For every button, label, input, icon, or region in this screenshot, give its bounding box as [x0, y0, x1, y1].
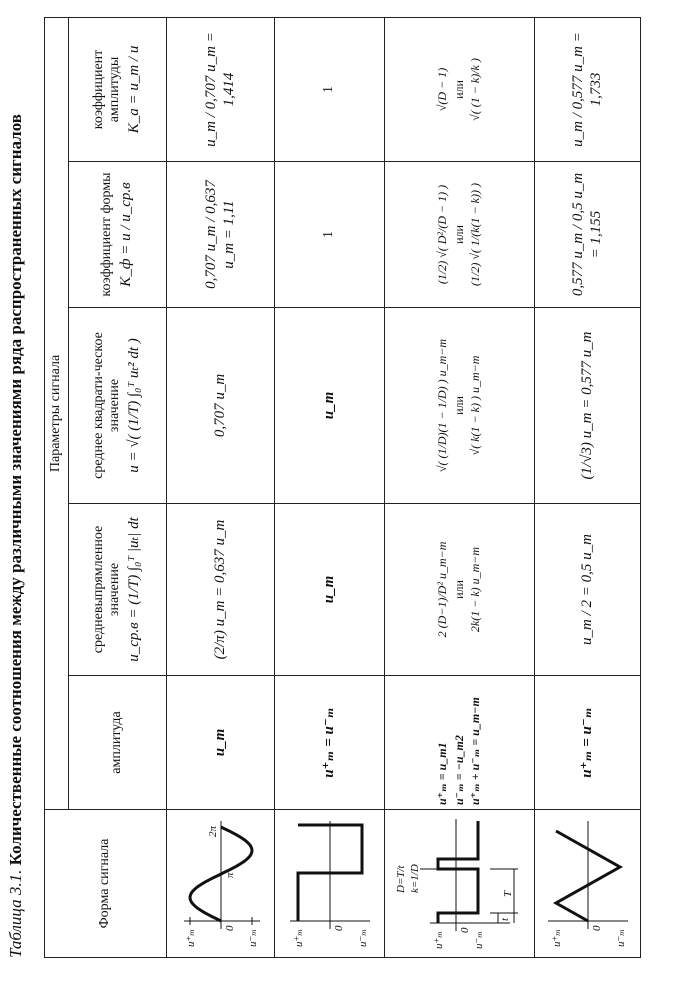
header-form-factor-label: коэффициент формы	[99, 172, 115, 297]
signal-table	[44, 17, 641, 958]
wave-triangle-cell	[535, 810, 641, 958]
form-factor-value: 0,707 u_m / 0,637 u_m = 1,11	[203, 180, 237, 289]
triangle-wave-diagram	[542, 816, 634, 952]
rms-value: 0,707 u_m	[211, 373, 228, 438]
wave-label-zero: 0	[458, 927, 471, 933]
form-factor-value: (1/2) √( 1/(k(1 − k)) )	[468, 183, 483, 286]
rms-or: или	[451, 396, 466, 415]
amp-factor-value: u_m / 0,577 u_m = 1,733	[570, 32, 604, 147]
rms-value: (1/√3) u_m = 0,577 u_m	[578, 331, 595, 480]
table-caption	[6, 18, 26, 958]
wave-label-zero: 0	[223, 926, 236, 932]
caption-label: Таблица 3.1.	[6, 869, 25, 958]
header-amp-factor	[69, 17, 167, 161]
header-rms	[69, 308, 167, 504]
form-factor-cell	[275, 162, 385, 308]
rms-cell	[385, 308, 535, 504]
amplitude-cell	[385, 676, 535, 810]
header-form-factor	[69, 162, 167, 308]
amp-factor-or: или	[451, 80, 466, 99]
amp-factor-cell	[535, 17, 641, 161]
caption-text: Количественные соотношения между различными значениями ряда распространенных сигналов	[6, 114, 25, 866]
wave-label-pi: π	[223, 872, 236, 879]
rms-value: √( k(1 − k) ) u_m−m	[468, 355, 483, 456]
wave-label-minus: u⁻ₘ	[356, 929, 369, 948]
wave-label-zero: 0	[332, 926, 345, 932]
wave-label-D: D=T/t	[394, 865, 407, 893]
header-average-formula: u_ср.в = (1/T) ∫₀ᵀ |uₜ| dt	[126, 517, 143, 662]
average-value: u_m / 2 = 0,5 u_m	[578, 534, 595, 645]
wave-label-k: k=1/D	[408, 864, 421, 893]
amplitude-value: u⁻ₘ = −u_m2	[451, 735, 466, 805]
table-row	[275, 17, 385, 957]
average-value: (2/π) u_m = 0,637 u_m	[211, 519, 228, 660]
amplitude-value: u⁺ₘ = u⁻ₘ	[320, 707, 337, 778]
amp-factor-value: √( (1 − k)/k )	[468, 58, 483, 121]
pulse-wave-diagram	[390, 813, 530, 953]
amp-factor-cell	[167, 17, 275, 161]
amplitude-value: u⁺ₘ = u_m1	[434, 742, 449, 805]
amplitude-value: u⁺ₘ = u⁻ₘ	[578, 707, 595, 778]
header-rms-formula: u = √( (1/T) ∫₀ᵀ uₜ² dt )	[126, 338, 143, 473]
wave-label-minus: u⁻ₘ	[614, 929, 627, 948]
form-factor-value: 0,577 u_m / 0,5 u_m = 1,155	[570, 172, 604, 297]
average-value: 2k(1 − k) u_m−m	[468, 546, 483, 633]
header-average-label: средневыпрямленное значение	[91, 525, 123, 654]
header-form: Форма сигнала	[45, 810, 167, 958]
wave-label-zero: 0	[590, 926, 603, 932]
wave-label-plus: u⁺ₘ	[550, 929, 563, 948]
wave-label-T: T	[501, 890, 514, 897]
header-form-factor-formula: K_ф = u / u_ср.в	[118, 182, 135, 287]
amp-factor-value: 1	[321, 85, 337, 93]
wave-square-cell	[275, 810, 385, 958]
average-cell	[167, 504, 275, 676]
average-value: 2 (D−1)/D² u_m−m	[434, 541, 449, 638]
amplitude-value: u_m	[211, 728, 228, 757]
rms-cell	[167, 308, 275, 504]
wave-sine-cell	[167, 810, 275, 958]
average-or: или	[451, 580, 466, 599]
average-cell	[385, 504, 535, 676]
header-amp-factor-formula: K_а = u_m / u	[126, 45, 143, 134]
header-amplitude-label: амплитуда	[109, 711, 125, 774]
rms-cell	[535, 308, 641, 504]
square-wave-diagram	[284, 816, 376, 952]
amplitude-value: u⁺ₘ + u⁻ₘ = u_m−m	[468, 697, 483, 805]
wave-label-2pi: 2π	[206, 826, 219, 838]
wave-label-minus: u⁻ₘ	[246, 929, 259, 948]
header-group: Параметры сигнала	[45, 17, 69, 809]
rms-value: √( (1/D)(1 − 1/D) ) u_m−m	[434, 338, 449, 473]
sine-wave-diagram	[176, 816, 266, 952]
header-amplitude	[69, 676, 167, 810]
amplitude-cell	[535, 676, 641, 810]
amp-factor-cell	[275, 17, 385, 161]
amp-factor-value: u_m / 0,707 u_m = 1,414	[203, 32, 237, 147]
form-factor-value: 1	[321, 231, 337, 238]
header-rms-label: среднее квадрати-ческое значение	[91, 332, 123, 479]
rms-cell	[275, 308, 385, 504]
average-value: u_m	[320, 575, 337, 604]
header-amp-factor-label: коэффициент амплитуды	[91, 49, 123, 130]
rms-value: u_m	[320, 391, 337, 420]
form-factor-cell	[167, 162, 275, 308]
amplitude-cell	[275, 676, 385, 810]
table-row	[535, 17, 641, 957]
header-average	[69, 504, 167, 676]
wave-label-plus: u⁺ₘ	[432, 930, 445, 949]
form-factor-cell	[385, 162, 535, 308]
amp-factor-cell	[385, 17, 535, 161]
amp-factor-value: √(D − 1)	[434, 67, 449, 112]
form-factor-value: (1/2) √( D²/(D − 1) )	[434, 184, 449, 285]
wave-label-plus: u⁺ₘ	[292, 929, 305, 948]
average-cell	[275, 504, 385, 676]
wave-pulse-cell	[385, 810, 535, 958]
wave-label-minus: u⁻ₘ	[472, 930, 485, 949]
form-factor-cell	[535, 162, 641, 308]
wave-label-plus: u⁺ₘ	[184, 929, 197, 948]
wave-label-t: t	[498, 917, 511, 921]
table-row	[385, 17, 535, 957]
average-cell	[535, 504, 641, 676]
amplitude-cell	[167, 676, 275, 810]
form-factor-or: или	[451, 225, 466, 244]
table-row	[167, 17, 275, 957]
